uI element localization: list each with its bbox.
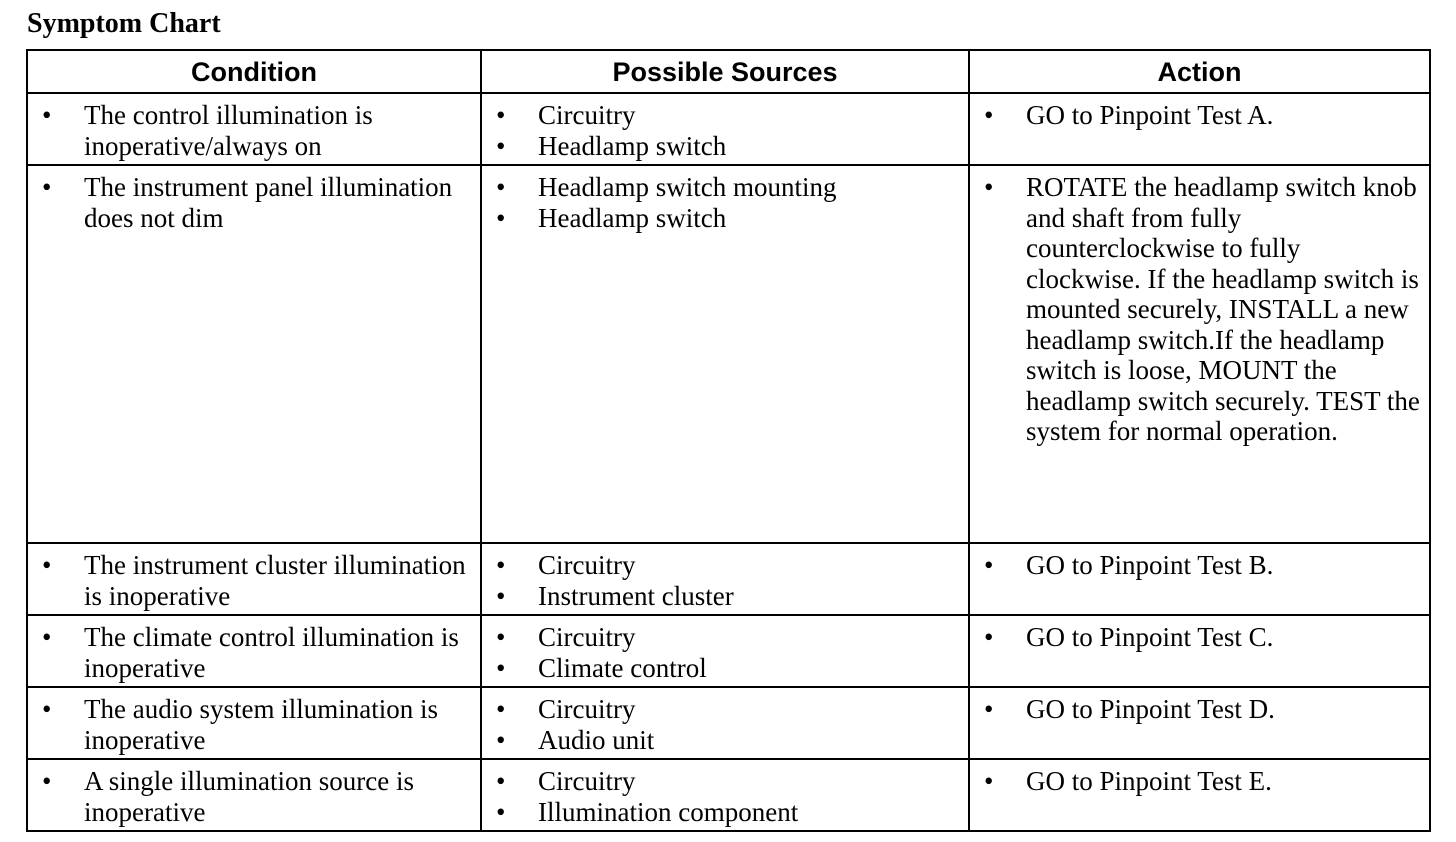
bullet-icon: • [42, 694, 52, 724]
sources-cell [481, 93, 969, 165]
condition-cell [27, 93, 481, 165]
action-cell [969, 543, 1430, 615]
source-item [482, 581, 960, 612]
bullet-icon: • [496, 724, 506, 755]
condition-text: A single illumination source is inoperative [84, 766, 414, 827]
sources-cell [481, 165, 969, 543]
table-row [27, 93, 1430, 165]
action-item [970, 172, 1421, 447]
action-cell [969, 615, 1430, 687]
condition-text: The control illumination is inoperative/always on [84, 100, 373, 161]
source-item [482, 203, 960, 234]
condition-item [28, 172, 472, 233]
source-item [482, 100, 960, 131]
source-text: Audio unit [538, 724, 655, 755]
condition-item [28, 766, 472, 827]
sources-cell [481, 615, 969, 687]
bullet-icon: • [496, 100, 506, 130]
source-item [482, 622, 960, 653]
action-text: ROTATE the headlamp switch knob and shaft from fully counterclockwise to fully clockwise. If the headlamp switch is mounted securely, INSTALL a new headlamp switch.If the headlamp switch is loose, MOUNT the headlamp switch securely. TEST the system for normal operation. [1026, 172, 1420, 446]
action-item [970, 694, 1421, 725]
source-text: Circuitry [538, 550, 636, 580]
action-text: GO to Pinpoint Test A. [1026, 100, 1274, 130]
bullet-icon: • [496, 622, 506, 652]
bullet-icon: • [42, 172, 52, 202]
bullet-icon: • [496, 550, 506, 580]
source-text: Circuitry [538, 694, 636, 724]
action-text: GO to Pinpoint Test D. [1026, 694, 1275, 724]
bullet-icon: • [42, 550, 52, 580]
bullet-icon: • [496, 694, 506, 724]
source-item [482, 694, 960, 725]
action-text: GO to Pinpoint Test B. [1026, 550, 1274, 580]
bullet-icon: • [984, 550, 994, 580]
bullet-icon: • [496, 766, 506, 796]
bullet-icon: • [496, 172, 506, 202]
action-text: GO to Pinpoint Test C. [1026, 622, 1274, 652]
bullet-icon: • [984, 766, 994, 796]
bullet-icon: • [42, 100, 52, 130]
table-row [27, 165, 1430, 543]
bullet-icon: • [984, 622, 994, 652]
condition-item [28, 622, 472, 683]
condition-item [28, 550, 472, 611]
source-text: Circuitry [538, 622, 636, 652]
source-text: Climate control [538, 652, 707, 683]
action-cell [969, 93, 1430, 165]
source-text: Instrument cluster [538, 580, 734, 611]
bullet-icon: • [984, 694, 994, 724]
condition-item [28, 100, 472, 161]
source-text: Circuitry [538, 100, 636, 130]
source-item [482, 797, 960, 828]
action-item [970, 766, 1421, 797]
action-text: GO to Pinpoint Test E. [1026, 766, 1272, 796]
source-item [482, 550, 960, 581]
source-text: Headlamp switch [538, 130, 727, 161]
sources-cell [481, 543, 969, 615]
condition-item [28, 694, 472, 755]
condition-text: The instrument cluster illumination is inoperative [84, 550, 466, 611]
source-item [482, 172, 960, 203]
source-item [482, 653, 960, 684]
bullet-icon: • [42, 766, 52, 796]
sources-cell [481, 687, 969, 759]
bullet-icon: • [984, 100, 994, 130]
source-item [482, 725, 960, 756]
page-title: Symptom Chart [27, 8, 221, 39]
condition-text: The audio system illumination is inoperative [84, 694, 438, 755]
bullet-icon: • [984, 172, 994, 202]
symptom-chart-table [26, 49, 1431, 832]
action-item [970, 100, 1421, 131]
table-row [27, 759, 1430, 831]
action-item [970, 622, 1421, 653]
source-text: Headlamp switch mounting [538, 172, 837, 202]
condition-cell [27, 687, 481, 759]
bullet-icon: • [42, 622, 52, 652]
action-item [970, 550, 1421, 581]
source-text: Headlamp switch [538, 202, 727, 233]
source-text: Illumination component [538, 796, 799, 827]
action-cell [969, 165, 1430, 543]
condition-text: The climate control illumination is inoperative [84, 622, 459, 683]
table-row [27, 543, 1430, 615]
table-row [27, 615, 1430, 687]
action-cell [969, 759, 1430, 831]
source-item [482, 766, 960, 797]
bullet-icon: • [496, 580, 506, 611]
bullet-icon: • [496, 652, 506, 683]
action-header: Action [969, 50, 1430, 93]
bullet-icon: • [496, 202, 506, 233]
bullet-icon: • [496, 130, 506, 161]
header-row [27, 50, 1430, 93]
condition-cell [27, 543, 481, 615]
condition-text: The instrument panel illumination does not dim [84, 172, 453, 233]
sources-cell [481, 759, 969, 831]
table-row [27, 687, 1430, 759]
condition-cell [27, 615, 481, 687]
condition-cell [27, 165, 481, 543]
action-cell [969, 687, 1430, 759]
source-item [482, 131, 960, 162]
possible-sources-header: Possible Sources [481, 50, 969, 93]
condition-header: Condition [27, 50, 481, 93]
condition-cell [27, 759, 481, 831]
bullet-icon: • [496, 796, 506, 827]
source-text: Circuitry [538, 766, 636, 796]
